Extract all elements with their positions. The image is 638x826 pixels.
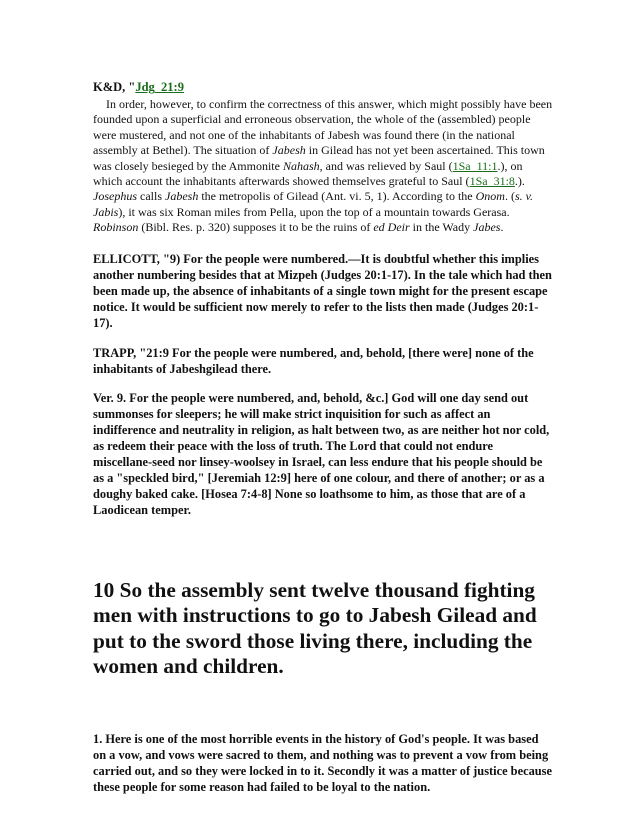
verse-9-commentary: Ver. 9. For the people were numbered, and, behold, &c.] God will one day send out summonses for sleepers; he will make strict inquisition for such as affect an indifference and neutrality in religion, as halt between two, as are neither hot nor cold, as redeem their peace with the loss of truth. The Lord that could not endure miscellane-seed nor linsey-woolsey in Israel, can less endure that his people should be as a "speckled bird," [Jeremiah 12:9] here of one colour, and there of another; or as a doughy baked cake. [Hosea 7:4-8] None so loathsome to him, as those that are of a Laodicean temper. (93, 390, 550, 517)
kd-text: . ( (504, 189, 515, 204)
kd-text: the metropolis of Gilead (Ant. vi. 5, 1). According to the (198, 189, 476, 204)
kd-text: calls (137, 189, 165, 204)
kd-italic: Jabesh (272, 143, 306, 158)
document-page (93, 80, 553, 795)
note-1-paragraph: 1. Here is one of the most horrible events in the history of God's people. It was based on a vow, and vows were sacred to them, and nothing was to prevent a vow from being carried out, and so they were locked in to it. Secondly it was a matter of justice because these people for some reason had failed to be loyal to the nation. (93, 731, 552, 794)
verse-10-heading: 10 So the assembly sent twelve thousand fighting men with instructions to go to Jabesh Gilead and put to the sword those living there, including the women and children. (93, 577, 537, 679)
kd-italic: Jabes (473, 220, 501, 235)
1sa-31-8-link[interactable]: 1Sa_31:8 (469, 174, 515, 189)
kd-italic: Onom (475, 189, 505, 204)
kd-text: in Gilead has not yet been ascertained. This town was closely besieged by the Ammonite (93, 143, 545, 173)
kd-italic: Nahash (282, 158, 320, 173)
kd-commentary (93, 97, 553, 236)
ellicott-commentary: ELLICOTT, "9) For the people were numbered.—It is doubtful whether this implies another numbering besides that at Mizpeh (Judges 20:1-17). In the tale which had then been made up, the absence of inhabitants of a single town might for the present escape notice. It would be sufficient now merely to refer to the lists then made (Judges 20:1-17). (93, 251, 552, 330)
trapp-commentary: TRAPP, "21:9 For the people were numbered, and, behold, [there were] none of the inhabitants of Jabeshgilead there. (93, 345, 534, 376)
kd-label: K&D, " (93, 80, 136, 94)
1sa-11-1-link[interactable]: 1Sa_11:1 (452, 158, 498, 173)
kd-text: .), on which account the inhabitants afterwards showed themselves grateful to Saul ( (93, 158, 523, 189)
kd-italic: Robinson (93, 220, 139, 235)
kd-italic: ed Deir (373, 220, 410, 235)
kd-heading (93, 80, 553, 95)
kd-text: . (500, 220, 504, 235)
kd-text: In order, however, to confirm the correctness of this answer, which might possibly have been founded upon a superficial and erroneous observation, the whole of the (assembled) people were mustered, and not one of the inhabitants of Jabesh was found there (in the national assembly at Bethel). The situation of (93, 97, 553, 158)
kd-italic: Jabesh (165, 189, 199, 204)
kd-italic: s. v. Jabis (93, 189, 534, 219)
jdg-21-9-link[interactable]: Jdg_21:9 (135, 80, 184, 94)
kd-text: ), it was six Roman miles from Pella, upon the top of a mountain towards Gerasa. (118, 204, 510, 219)
kd-italic: Josephus (93, 189, 137, 204)
kd-text: (Bibl. Res. p. 320) supposes it to be the ruins of (138, 220, 374, 235)
kd-text: .). (514, 174, 525, 189)
kd-text: in the Wady (409, 220, 474, 235)
kd-text: , and was relieved by Saul ( (319, 158, 453, 173)
